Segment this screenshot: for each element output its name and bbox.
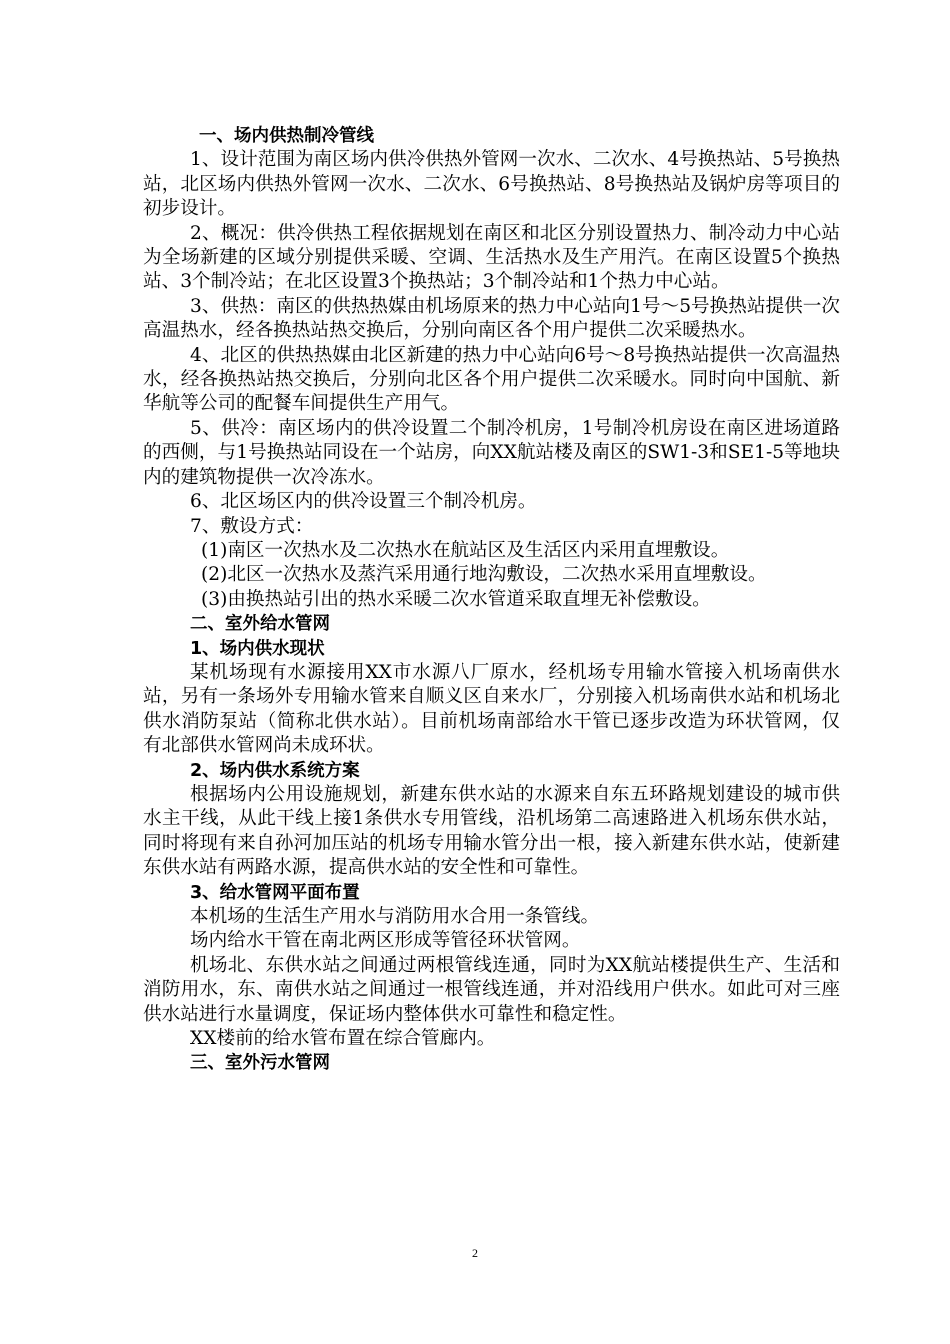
subsection-heading: 3、给水管网平面布置 (190, 882, 360, 903)
section-heading-2: 二、室外给水管网 (190, 614, 330, 635)
subsection-heading: 1、场内供水现状 (190, 638, 325, 659)
paragraph: 4、北区的供热热媒由北区新建的热力中心站向6号～8号换热站提供一次高温热水，经各换热站热交换后，分别向北区各个用户提供二次采暖水。同时向中国航、新华航等公司的配餐车间提供生产用气。 (143, 344, 840, 415)
list-item: (3)由换热站引出的热水采暖二次水管道采取直埋无补偿敷设。 (201, 588, 711, 610)
paragraph: 3、供热：南区的供热热媒由机场原来的热力中心站向1号～5号换热站提供一次高温热水，经各换热站热交换后，分别向南区各个用户提供二次采暖热水。 (143, 295, 840, 342)
list-item: (1)南区一次热水及二次热水在航站区及生活区内采用直埋敷设。 (201, 539, 730, 561)
section-heading-1: 一、场内供热制冷管线 (199, 126, 374, 146)
section-heading-3: 三、室外污水管网 (190, 1053, 330, 1074)
paragraph: 场内给水干管在南北两区形成等管径环状管网。 (190, 930, 581, 952)
paragraph: 本机场的生活生产用水与消防用水合用一条管线。 (190, 906, 600, 927)
paragraph: 5、供冷：南区场内的供冷设置二个制冷机房，1号制冷机房设在南区进场道路的西侧，与1号换热站同设在一个站房，向XX航站楼及南区的SW1-3和SE1-5等地块内的建筑物提供一次冷冻水。 (143, 417, 840, 488)
paragraph: 某机场现有水源接用XX市水源八厂原水，经机场专用输水管接入机场南供水站，另有一条场外专用输水管来自顺义区自来水厂，分别接入机场南供水站和机场北供水消防泵站（简称北供水站）。目前机场南部给水干管已逐步改造为环状管网，仅有北部供水管网尚未成环状。 (143, 661, 840, 757)
paragraph: 6、北区场区内的供冷设置三个制冷机房。 (190, 491, 537, 513)
subsection-heading: 2、场内供水系统方案 (190, 760, 360, 781)
page-number: 2 (472, 1246, 478, 1260)
document-body (143, 124, 840, 1076)
paragraph: 机场北、东供水站之间通过两根管线连通，同时为XX航站楼提供生产、生活和消防用水，东、南供水站之间通过一根管线连通，并对沿线用户供水。如此可对三座供水站进行水量调度，保证场内整体供水可靠性和稳定性。 (143, 954, 840, 1025)
list-item: (2)北区一次热水及蒸汽采用通行地沟敷设，二次热水采用直埋敷设。 (201, 564, 767, 586)
paragraph: 2、概况：供冷供热工程依据规划在南区和北区分别设置热力、制冷动力中心站为全场新建的区域分别提供采暖、空调、生活热水及生产用汽。在南区设置5个换热站、3个制冷站；在北区设置3个换热站；3个制冷站和1个热力中心站。 (143, 222, 840, 293)
paragraph: 根据场内公用设施规划，新建东供水站的水源来自东五环路规划建设的城市供水主干线，从此干线上接1条供水专用管线，沿机场第二高速路进入机场东供水站，同时将现有来自孙河加压站的机场专用输水管分出一根，接入新建东供水站，使新建东供水站有两路水源，提高供水站的安全性和可靠性。 (143, 783, 840, 879)
paragraph: 7、敷设方式： (190, 515, 314, 537)
paragraph: XX楼前的给水管布置在综合管廊内。 (190, 1028, 496, 1050)
paragraph: 1、设计范围为南区场内供冷供热外管网一次水、二次水、4号换热站、5号换热站，北区场内供热外管网一次水、二次水、6号换热站、8号换热站及锅炉房等项目的初步设计。 (143, 149, 840, 220)
